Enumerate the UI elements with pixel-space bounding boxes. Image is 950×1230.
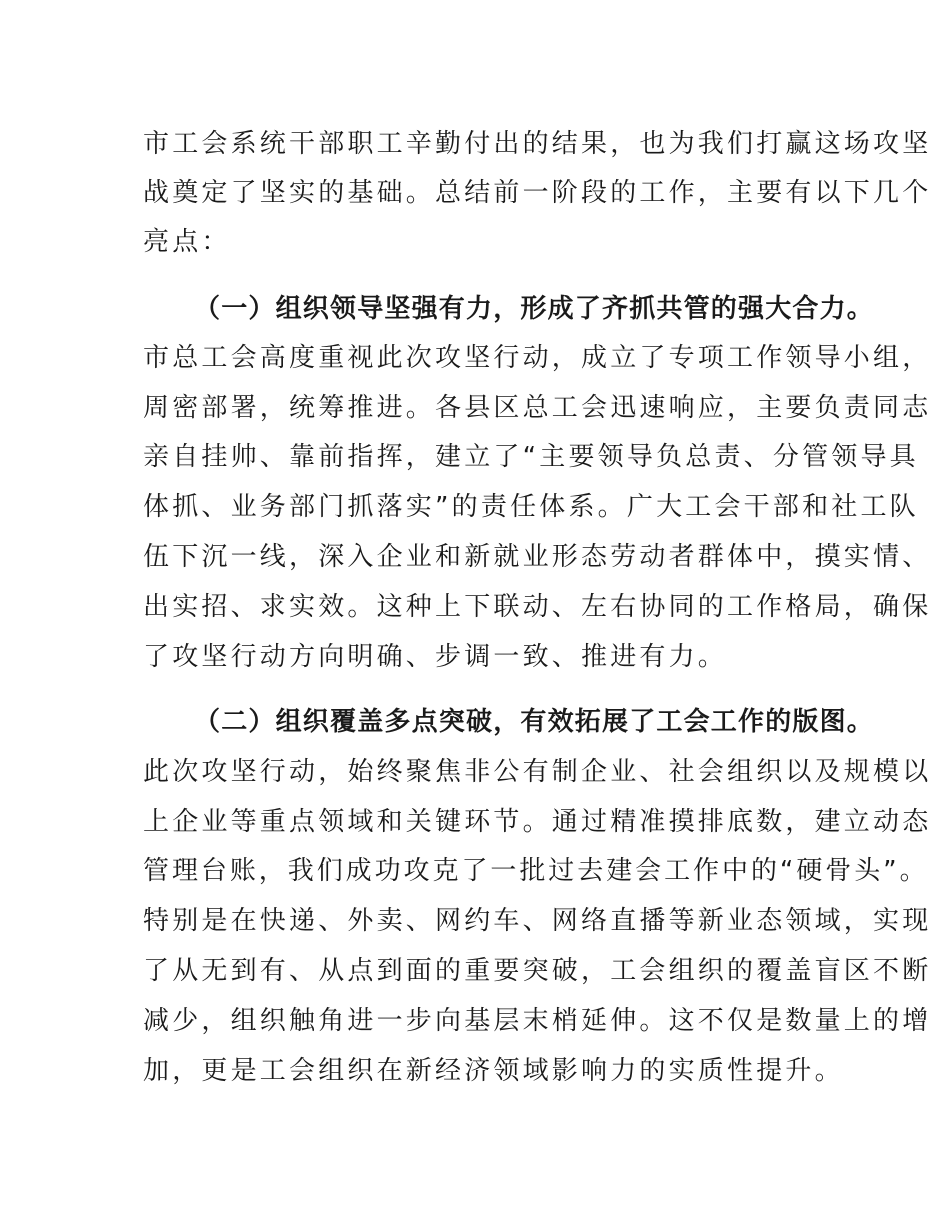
section-1-line: 出实招、求实效。这种上下联动、左右协同的工作格局，确保: [143, 592, 932, 622]
section-2-line: 加，更是工会组织在新经济领域影响力的实质性提升。: [143, 1056, 844, 1086]
section-1-heading: （一）组织领导坚强有力，形成了齐抓共管的强大合力。: [194, 294, 875, 324]
section-2-line: 此次攻坚行动，始终聚焦非公有制企业、社会组织以及规模以: [143, 757, 932, 787]
section-2-line: 了从无到有、从点到面的重要突破，工会组织的覆盖盲区不断: [143, 956, 932, 986]
section-2-line: 管理台账，我们成功攻克了一批过去建会工作中的“硬骨头”。: [143, 856, 929, 886]
section-1-line: 了攻坚行动方向明确、步调一致、推进有力。: [143, 642, 728, 672]
section-2-line: 特别是在快递、外卖、网约车、网络直播等新业态领域，实现: [143, 906, 932, 936]
section-2-line: 减少，组织触角进一步向基层末梢延伸。这不仅是数量上的增: [143, 1006, 932, 1036]
section-2-heading: （二）组织覆盖多点突破，有效拓展了工会工作的版图。: [194, 707, 875, 737]
intro-line-1: 市工会系统干部职工辛勤付出的结果，也为我们打赢这场攻坚: [143, 129, 932, 159]
intro-line-3: 亮点：: [143, 227, 231, 257]
section-1-line: 周密部署，统筹推进。各县区总工会迅速响应，主要负责同志: [143, 393, 932, 423]
section-2-line: 上企业等重点领域和关键环节。通过精准摸排底数，建立动态: [143, 807, 932, 837]
section-1-line: 亲自挂帅、靠前指挥，建立了“主要领导负总责、分管领导具: [143, 442, 919, 472]
intro-line-2: 战奠定了坚实的基础。总结前一阶段的工作，主要有以下几个: [143, 178, 932, 208]
section-1-line: 市总工会高度重视此次攻坚行动，成立了专项工作领导小组，: [143, 343, 932, 373]
section-1-line: 体抓、业务部门抓落实”的责任体系。广大工会干部和社工队: [143, 492, 919, 522]
section-1-line: 伍下沉一线，深入企业和新就业形态劳动者群体中，摸实情、: [143, 542, 932, 572]
